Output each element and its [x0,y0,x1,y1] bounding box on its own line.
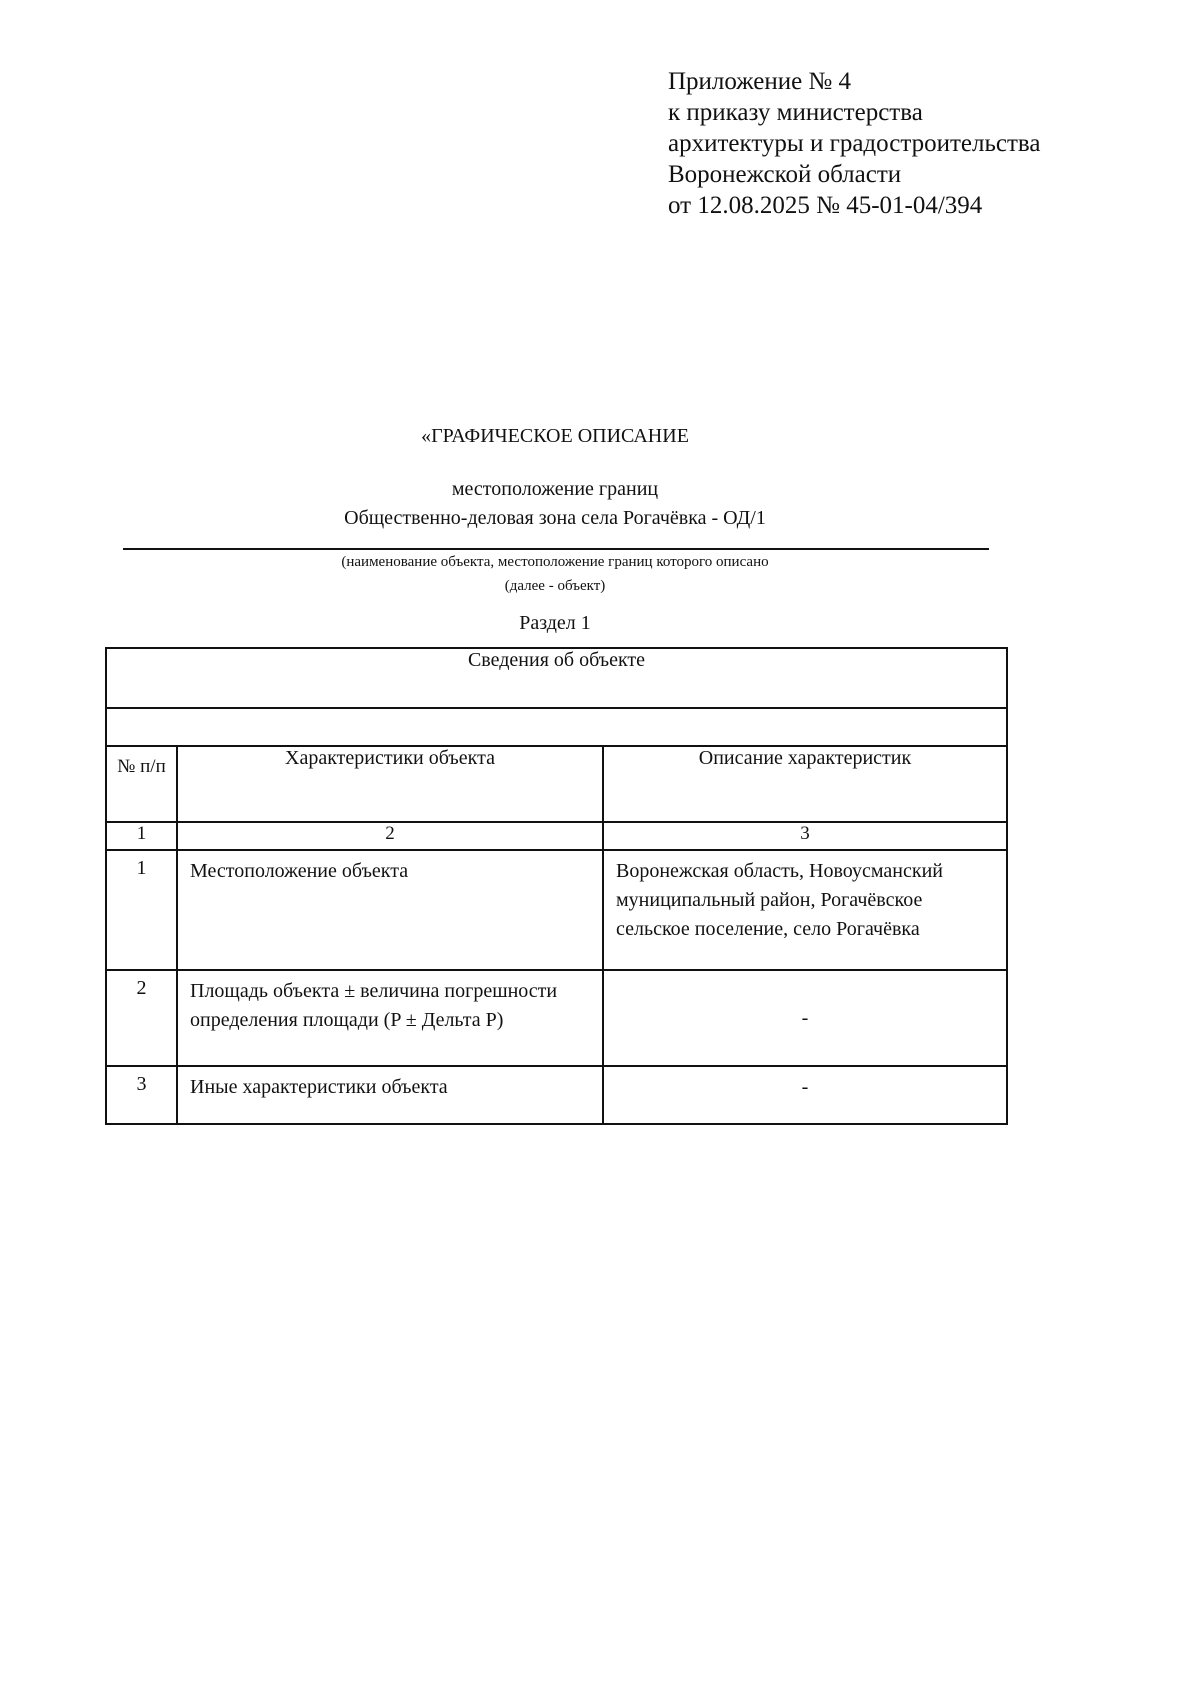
document-title: «ГРАФИЧЕСКОЕ ОПИСАНИЕ [421,425,689,447]
table-row [106,970,1007,1066]
header-line: Приложение № 4 [668,68,852,95]
header-line: к приказу министерства [668,99,923,126]
header-characteristic: Характеристики объекта [177,746,603,822]
appendix-header [668,66,1040,221]
column-number: 1 [106,822,177,850]
row-characteristic: Местоположение объекта [177,850,603,970]
table-blank-row [106,708,1007,746]
blank-cell [106,708,1007,746]
row-characteristic: Площадь объекта ± величина погрешности определения площади (P ± Дельта P) [177,970,603,1066]
column-number-row [106,822,1007,850]
table-header-row [106,746,1007,822]
header-num: № п/п [106,746,177,822]
row-num: 3 [106,1066,177,1124]
row-description: - [603,970,1007,1066]
header-description: Описание характеристик [603,746,1007,822]
column-number: 2 [177,822,603,850]
row-num: 2 [106,970,177,1066]
header-line: архитектуры и градостроительства [668,130,1041,157]
row-description: Воронежская область, Новоусманский муниципальный район, Рогачёвское сельское поселение, село Рогачёвка [603,850,1007,970]
header-line: от 12.08.2025 № 45-01-04/394 [668,192,983,219]
table-row [106,850,1007,970]
subtitle-line-1: местоположение границ [451,478,659,500]
object-name: Общественно-деловая зона села Рогачёвка - ОД/1 [344,507,766,529]
underline-divider [123,548,989,550]
caption-line-2: (далее - объект) [504,578,606,594]
column-number: 3 [603,822,1007,850]
table-title: Сведения об объекте [106,648,1007,708]
header-line: Воронежской области [668,161,902,188]
table-title-row [106,648,1007,708]
row-characteristic: Иные характеристики объекта [177,1066,603,1124]
object-info-table [105,647,1008,1125]
caption-line-1: (наименование объекта, местоположение границ которого описано [341,554,769,570]
table-row [106,1066,1007,1124]
section-label: Раздел 1 [519,612,591,634]
row-description: - [603,1066,1007,1124]
row-num: 1 [106,850,177,970]
